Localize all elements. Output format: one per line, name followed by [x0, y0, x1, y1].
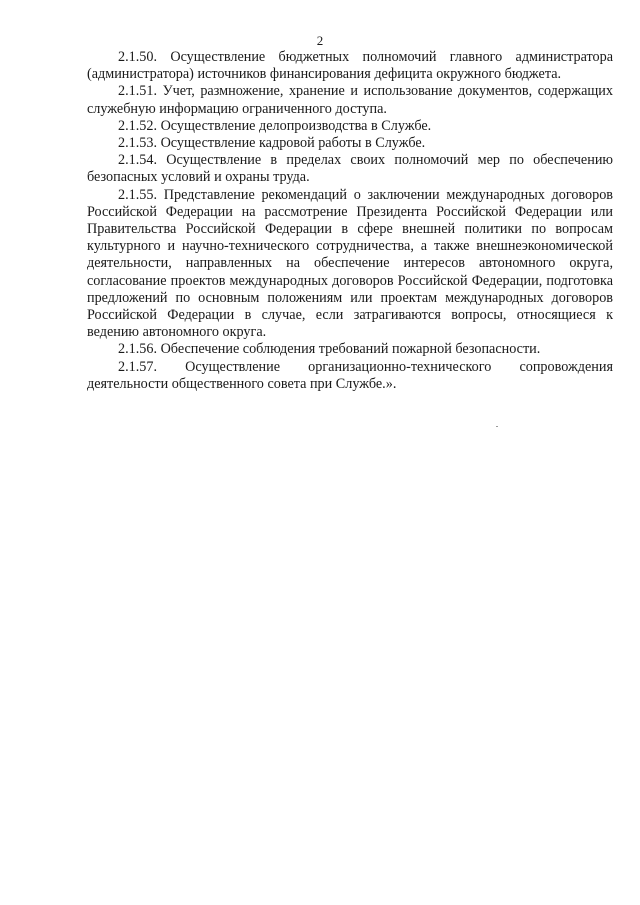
paragraph-2-1-57 [87, 359, 613, 393]
paragraph-2-1-53 [87, 135, 613, 152]
document-body [87, 49, 613, 393]
paragraph-2-1-56 [87, 341, 613, 358]
item-number: 2.1.50. [118, 49, 158, 65]
item-text: Осуществление бюджетных полномочий главного администратора (администратора) источников финансирования дефицита окружного бюджета. [87, 49, 613, 83]
item-text: Представление рекомендаций о заключении международных договоров Российской Федерации на рассмотрение Президента Российской Федерации или Правительства Российской Федерации в сфере внешней политики по вопросам культурного и научно-технического сотрудничества, а также внешнеэкономической деятельности, направленных на обеспечение интересов автономного округа, согласование проектов международных договоров Российской Федерации, подготовка предложений по основным положениям или проектам международных договоров Российской Федерации в случае, если затрагиваются вопросы, относящиеся к ведению автономного округа. [87, 186, 614, 341]
paragraph-2-1-55 [87, 187, 613, 342]
item-number: 2.1.52. [118, 117, 158, 134]
item-number: 2.1.53. [118, 135, 158, 152]
paragraph-2-1-50 [87, 49, 613, 83]
paragraph-2-1-54 [87, 152, 613, 186]
item-text: Осуществление в пределах своих полномочий мер по обеспечению безопасных условий и охраны труда. [87, 152, 614, 186]
item-number: 2.1.56. [118, 341, 158, 358]
item-text: Учет, размножение, хранение и использование документов, содержащих служебную информацию ограниченного доступа. [87, 83, 613, 117]
item-text: Осуществление кадровой работы в Службе. [160, 135, 426, 152]
paragraph-2-1-51 [87, 83, 613, 117]
item-text: Обеспечение соблюдения требований пожарной безопасности. [160, 341, 541, 358]
item-number: 2.1.54. [118, 152, 158, 169]
scan-speck [496, 426, 498, 427]
item-text: Осуществление делопроизводства в Службе. [160, 117, 432, 134]
page-number: 2 [316, 33, 324, 48]
item-text: Осуществление организационно-технического сопровождения деятельности общественного совета при Службе.». [87, 358, 613, 392]
paragraph-2-1-52 [87, 118, 613, 135]
item-number: 2.1.51. [118, 83, 158, 100]
item-number: 2.1.55. [118, 186, 158, 203]
item-number: 2.1.57. [118, 358, 158, 375]
